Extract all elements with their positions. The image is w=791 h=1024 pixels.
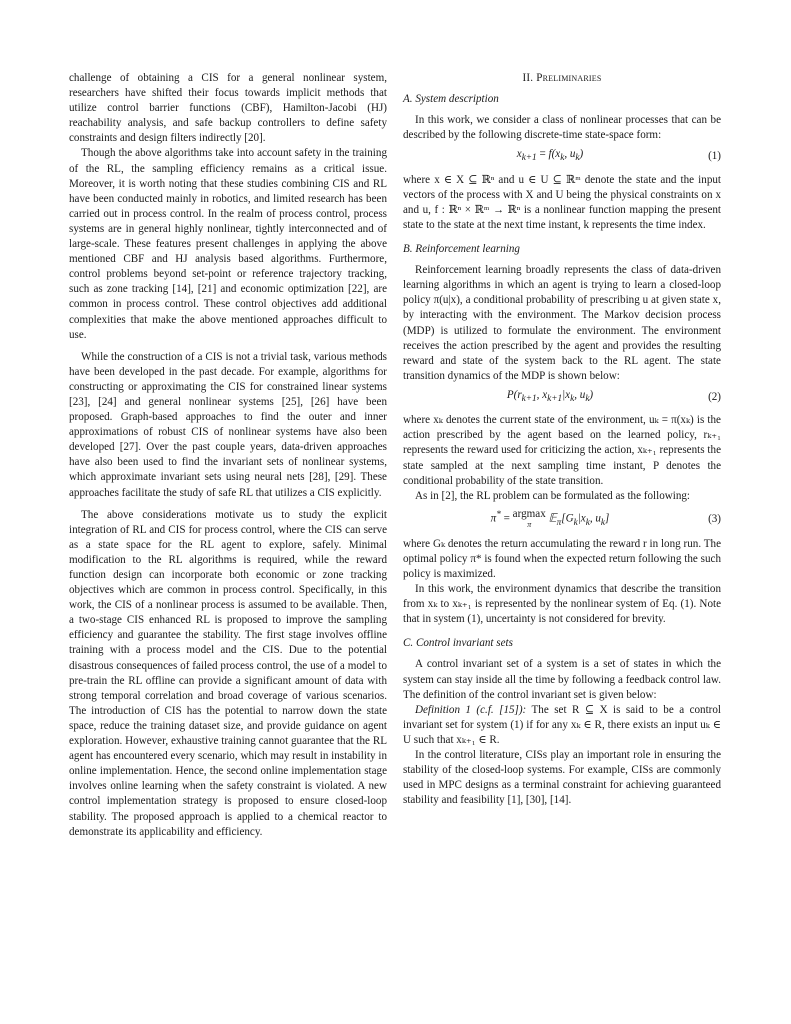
section-heading: Preliminaries	[536, 72, 602, 84]
equation-body: $x_{k+1} = f(x_k$, $u_k$)	[516, 148, 584, 164]
paragraph: While the construction of a CIS is not a trivial task, various methods have been developed in the past decade. For example, algorithms for constructing or approximating the CIS for constrained linear systems [23], [24] and general nonlinear systems [25], [26] have been proposed. Graph-based approaches to find the outer and inner approximations of robust CIS of nonlinear systems have also been developed [27]. Over the past couple years, data-driven approaches have also been used to find the invariant sets of nonlinear systems, which approximate invariant sets using neural nets [28], [29]. These approaches facilitate the study of safe RL that utilizes a CIS explicitly.	[69, 350, 387, 499]
paragraph: where xₖ denotes the current state of the environment, uₖ = π(xₖ) is the action prescribed by the agent based on the learned policy, rₖ₊₁ represents the reward used for criticizing the action, xₖ₊₁ represents the state sampled at the next sampling time instant, P denotes the conditional probability of the state transition.	[403, 414, 721, 487]
subsection-title: B. Reinforcement learning	[403, 243, 520, 256]
paragraph: Reinforcement learning broadly represents the class of data-driven learning algorithms in which an agent is trying to learn a closed-loop policy π(u|x), a conditional probability of prescribing u at given state x, by interacting with the environment. The Markov decision process (MDP) is utilized to formulate the environment. The environment receives the action prescribed by the agent and provides the resulting reward and state of the system back to the RL agent. The state transition dynamics of the MDP is shown below:	[403, 264, 721, 382]
paragraph: A control invariant set of a system is a set of states in which the system can stay inside all the time by following a feedback control law. The definition of the control invariant set is given below:	[403, 658, 721, 701]
definition-label: Definition 1 (c.f. [15]):	[415, 703, 527, 716]
paragraph: where Gₖ denotes the return accumulating the reward r in long run. The optimal policy π* is found when the expected return following the such policy is maximized.	[403, 537, 721, 580]
paragraph: As in [2], the RL problem can be formulated as the following:	[415, 489, 691, 502]
equation-number: (3)	[708, 512, 721, 525]
definition-text: The set R ⊆ X is said to be a control invariant set for system (1) if for any xₖ ∈ R, there exists an input uₖ ∈ U such that xₖ₊₁ ∈ R.	[403, 703, 721, 746]
equation-body: $P(r_{k+1}$, $x_{k+1}|x_k$, $u_k$)	[506, 388, 594, 405]
paragraph: In the control literature, CISs play an important role in ensuring the stability of the closed-loop systems. For example, CISs are commonly used in MPC designs as a terminal constraint for achieving guaranteed stability and feasibility [1], [30], [14].	[403, 749, 721, 807]
equation-body: π* = argmax π $𝔼_\pi[G_k|x_k$, $u_k$]	[490, 507, 610, 529]
equation-number: (1)	[708, 150, 721, 163]
left-column	[69, 71, 387, 840]
paragraph: where x ∈ X ⊆ ℝⁿ and u ∈ U ⊆ ℝᵐ denote the state and the input vectors of the process with X and U being the physical constraints on x and u, f : ℝⁿ × ℝᵐ → ℝⁿ is a nonlinear function mapping the present state to the state at the next time instant, k represents the time index.	[403, 173, 721, 231]
definition	[403, 703, 721, 748]
equation-1	[403, 147, 721, 166]
paragraph: In this work, we consider a class of nonlinear processes that can be described by the following discrete-time state-space form:	[403, 114, 721, 142]
paragraph: The above considerations motivate us to study the explicit integration of RL and CIS for process control, where the CIS can serve as a state space for the RL agent to explore, safely. Minimal modification to the RL algorithms is required, while the reward function design can incorporate both economic or zone tracking objectives which are common in process control. Specifically, in this work, the CIS of a nonlinear process is assumed to be available. Then, a two-stage CIS enhanced RL is proposed to improve the sampling efficiency and guarantee the stability. The first stage involves offline training with a process model and the CIS. Due to the potential disastrous consequences of failed process control, the use of a model to pre-train the RL offline can provide a significant amount of data with strong temporal correlation and broad coverage of various scenarios. The introduction of CIS has the potential to narrow down the state space, reduce the training dataset size, and provide guidance on agent exploration. However, exhaustive training cannot guarantee that the RL agent has encountered every scenario, which may result in instability in online implementation. Hence, the second online implementation stage involves online learning when the safety constraint is violated. A new control implementation strategy is proposed to ensure closed-loop stability. The proposed approach is applied to a chemical reactor to demonstrate its applicability and efficiency.	[69, 508, 387, 838]
subsection-title: A. System description	[403, 93, 499, 106]
subsection-title: C. Control invariant sets	[403, 637, 513, 650]
section-title	[403, 71, 721, 86]
equation-number: (2)	[708, 391, 721, 404]
paragraph: Though the above algorithms take into account safety in the training of the RL, the sampling efficiency remains as a critical issue. Moreover, it is worth noting that these studies combining CIS and RL have been conducted mainly in robotics, and limited research has been carried out in process control. In the realm of process control, process systems are in general highly nonlinear, tightly interconnected and of large-scale. These features present challenges in applying the above mentioned CBF and HJ analysis based algorithms. Furthermore, control problems beyond set-point or reference trajectory tracking, such as zone tracking [14], [21] and economic optimization [22], are common in process control. These control objectives add additional complexities that make the above mentioned approaches difficult to use.	[69, 147, 387, 341]
equation-3	[403, 508, 721, 531]
section-number: II.	[522, 72, 534, 84]
right-column	[403, 71, 721, 808]
equation-2	[403, 388, 721, 407]
paragraph: In this work, the environment dynamics that describe the transition from xₖ to xₖ₊₁ is represented by the nonlinear system of Eq. (1). Note that in system (1), uncertainty is not considered for brevity.	[403, 583, 721, 626]
paragraph: challenge of obtaining a CIS for a general nonlinear system, researchers have shifted their focus towards implicit methods that utilize control barrier functions (CBF), Hamilton-Jacobi (HJ) reachability analysis, and safe backup controllers to define safety constraints and design filters indirectly [20].	[69, 72, 387, 145]
